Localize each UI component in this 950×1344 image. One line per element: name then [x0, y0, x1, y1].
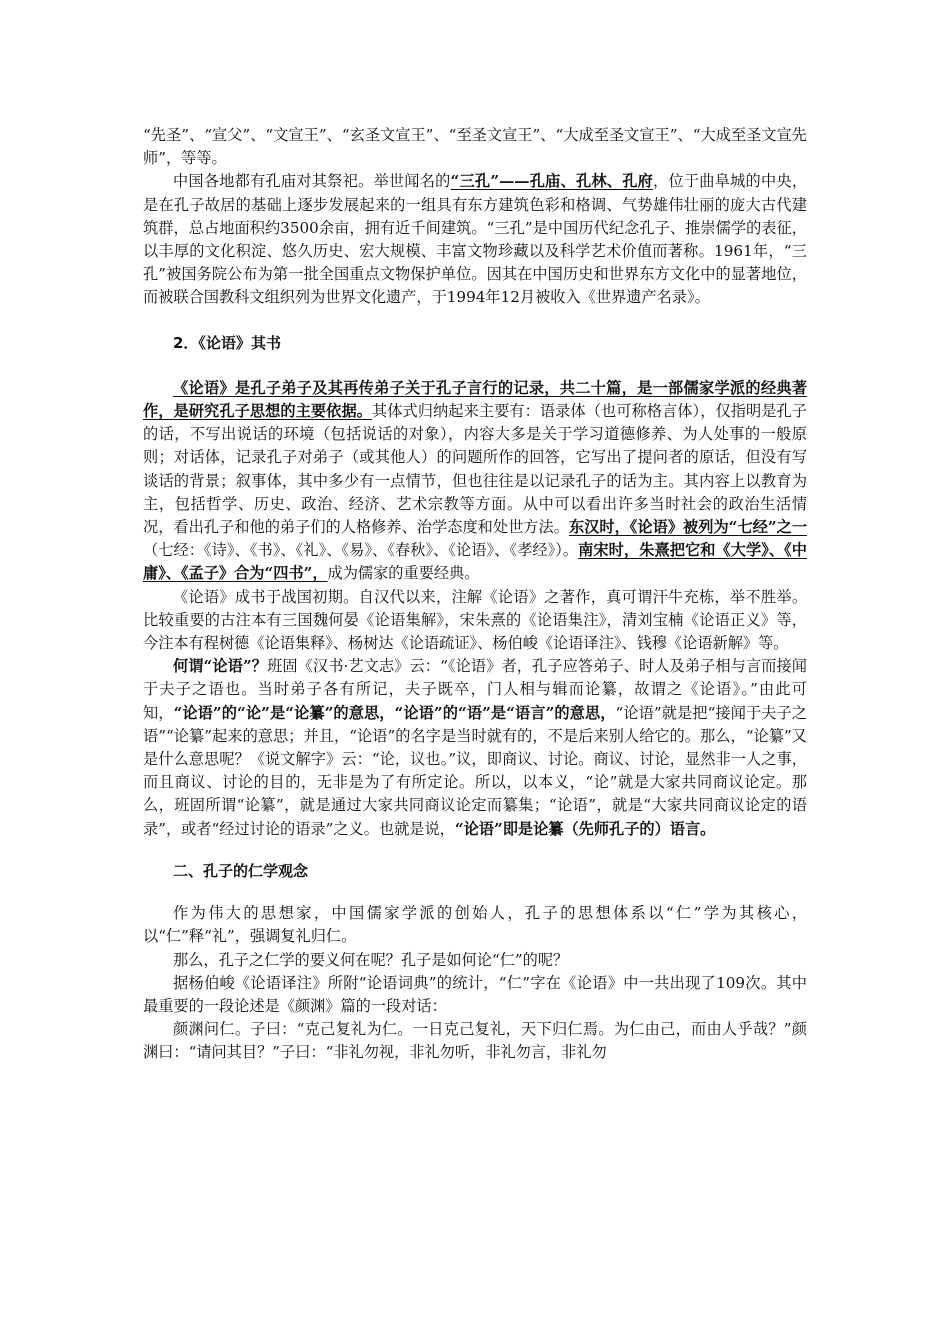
emphasis-text: 《论语》是孔子弟子及其再传弟子关于孔子言行的记录，共二十篇，是一部儒家学派的经典著作，是研究孔子思想的主要依据。 [143, 378, 807, 421]
paragraph [143, 170, 807, 309]
paragraph: 颜渊问仁。子曰：“克己复礼为仁。一日克己复礼，天下归仁焉。为仁由己，而由人乎哉？”颜渊曰：“请问其目？”子曰：“非礼勿视，非礼勿听，非礼勿言，非礼勿 [143, 1020, 807, 1062]
section-heading: 2．《论语》其书 [173, 333, 281, 352]
bold-text: “论语”即是论纂（先师孔子的）语言。 [454, 819, 716, 838]
text-run: 成为儒家的重要经典。 [327, 564, 480, 583]
text-run: “论语”就是把“接闻于夫子之语”“论纂”起来的意思；并且，“论语”的名字是当时就有的，不是后来别人给它的。那么，“论纂”又是什么意思呢？《说文解字》云：“论，议也。”议，即商议、讨论。商议、讨论，显然非一人之事，而且商议、讨论的目的，无非是为了有所定论。所以，以本义，“论”就是大家共同商议论定。那么，班固所谓“论纂”，就是通过大家共同商议论定而纂集；“论语”，就是“大家共同商议论定的语录”，或者“经过讨论的语录”之义。也就是说， [143, 703, 807, 838]
text-run: 其体式归纳起来主要有：语录体（也可称格言体），仅指明是孔子的话，不写出说话的环境（包括说话的对象），内容大多是关于学习道德修养、为人处事的一般原则；对话体，记录孔子对弟子（或其他人）的问题所作的回答，它写出了提问者的原话，但没有写谈话的背景；叙事体，其中多少有一点情节，但也往往是以记录孔子的话为主。其内容上以教育为主，包括哲学、历史、政治、经济、艺术宗教等方面。从中可以看出许多当时社会的政治生活情况，看出孔子和他的弟子们的人格修养、治学态度和处世方法。 [143, 402, 807, 537]
text-run: 中国各地都有孔庙对其祭祀。举世闻名的 [173, 172, 451, 191]
text-run: 班固《汉书·艺文志》云：“《论语》者，孔子应答弟子、时人及弟子相与言而接闻于夫子之语也。当时弟子各有所记，夫子既卒，门人相与辑而论纂，故谓之《论语》。”由此可知， [143, 657, 807, 722]
paragraph: 据杨伯峻《论语译注》所附“论语词典”的统计，“仁”字在《论语》中一共出现了109次。其中最重要的一段论述是《颜渊》篇的一段对话： [143, 973, 807, 1015]
paragraph: 那么，孔子之仁学的要义何在呢？孔子是如何论“仁”的呢？ [173, 950, 569, 969]
emphasis-text: “三孔”——孔庙、孔林、孔府 [450, 172, 654, 191]
text-run: （七经：《诗》、《书》、《礼》、《易》、《春秋》、《论语》、《孝经》）。 [143, 541, 579, 560]
text-run: ，位于曲阜城的中央，是在孔子故居的基础上逐步发展起来的一组具有东方建筑色彩和格调、气势雄伟壮丽的庞大古代建筑群，总占地面积约3500余亩，拥有近千间建筑。“三孔”是中国历代纪念孔子、推崇儒学的表征，以丰厚的文化积淀、悠久历史、宏大规模、丰富文物珍藏以及科学艺术价值而著称。1961年，“三孔”被国务院公布为第一批全国重点文物保护单位。因其在中国历史和世界东方文化中的显著地位，而被联合国教科文组织列为世界文化遗产，于1994年12月被收入《世界遗产名录》。 [143, 172, 808, 307]
paragraph [143, 377, 807, 586]
paragraph: 作为伟大的思想家，中国儒家学派的创始人，孔子的思想体系以“仁”学为其核心，以“仁”释“礼”，强调复礼归仁。 [143, 904, 807, 946]
emphasis-text: 南宋时，朱熹把它和《大学》、《中庸》、《孟子》合为“四书”， [143, 541, 807, 583]
bold-text: “论语”的“论”是“论纂”的意思，“论语”的“语”是“语言”的意思， [173, 703, 616, 722]
paragraph [143, 655, 807, 841]
emphasis-text: 东汉时，《论语》被列为“七经”之一 [568, 518, 808, 537]
section-heading: 二、孔子的仁学观念 [173, 861, 309, 880]
paragraph: 《论语》成书于战国初期。自汉代以来，注解《论语》之著作，真可谓汗牛充栋，举不胜举。比较重要的古注本有三国魏何晏《论语集解》，宋朱熹的《论语集注》，清刘宝楠《论语正义》等，今注本有程树德《论语集释》、杨树达《论语疏证》、杨伯峻《论语译注》、钱穆《论语新解》等。 [143, 587, 807, 653]
bold-text: 何谓“论语”？ [173, 657, 268, 676]
paragraph: “先圣”、“宣父”、“文宣王”、“玄圣文宣王”、“至圣文宣王”、“大成至圣文宣王”、“大成至圣文宣先师”，等等。 [143, 126, 807, 168]
document-body [143, 124, 807, 1065]
